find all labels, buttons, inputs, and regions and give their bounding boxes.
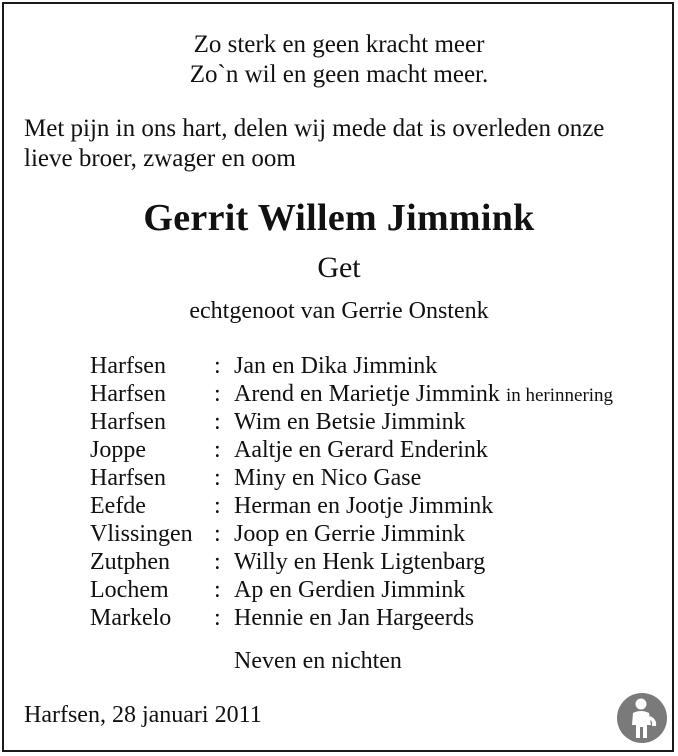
separator: : — [214, 521, 221, 547]
relative-row — [90, 464, 613, 492]
relative-names: Wim en Betsie Jimmink — [234, 409, 466, 435]
spouse-line: echtgenoot van Gerrie Onstenk — [189, 298, 489, 324]
relative-place: Harfsen — [90, 353, 166, 379]
separator: : — [214, 605, 221, 631]
relative-place: Harfsen — [90, 409, 166, 435]
poem-line-1: Zo sterk en geen kracht meer — [193, 31, 485, 58]
relative-names: Miny en Nico Gase — [234, 465, 422, 491]
relative-place: Zutphen — [90, 549, 170, 575]
intro-line-1: Met pijn in ons hart, delen wij mede dat is overleden onze — [24, 115, 605, 142]
separator: : — [214, 381, 221, 407]
mourning-figure-icon — [616, 692, 668, 744]
relative-row — [90, 492, 613, 520]
intro-line-2: lieve broer, zwager en oom — [24, 145, 296, 172]
relative-row — [90, 408, 613, 436]
relative-names: Herman en Jootje Jimmink — [234, 493, 494, 519]
relative-row — [90, 352, 613, 380]
relative-place: Harfsen — [90, 381, 166, 407]
relative-row — [90, 380, 613, 408]
relative-names: Jan en Dika Jimmink — [234, 353, 438, 379]
relatives-list — [90, 352, 613, 632]
place-date: Harfsen, 28 januari 2011 — [24, 702, 262, 728]
relative-names: Hennie en Jan Hargeerds — [234, 605, 475, 631]
cousins-line: Neven en nichten — [234, 648, 402, 674]
separator: : — [214, 353, 221, 379]
separator: : — [214, 493, 221, 519]
relative-names: Arend en Marietje Jimmink — [234, 381, 500, 407]
relative-row — [90, 520, 613, 548]
relative-place: Markelo — [90, 605, 172, 631]
relative-place: Joppe — [90, 437, 146, 463]
relative-row — [90, 604, 613, 632]
separator: : — [214, 465, 221, 491]
relative-row — [90, 576, 613, 604]
separator: : — [214, 577, 221, 603]
intro-text — [24, 114, 664, 174]
relative-names: Ap en Gerdien Jimmink — [234, 577, 466, 603]
poem — [0, 30, 678, 90]
relative-place: Eefde — [90, 493, 146, 519]
separator: : — [214, 549, 221, 575]
relative-names: Joop en Gerrie Jimmink — [234, 521, 466, 547]
relative-place: Harfsen — [90, 465, 166, 491]
deceased-name: Gerrit Willem Jimmink — [143, 197, 535, 239]
deceased-nickname: Get — [317, 251, 361, 284]
poem-line-2: Zo`n wil en geen macht meer. — [189, 61, 489, 88]
relative-note: in herinnering — [505, 385, 614, 406]
separator: : — [214, 437, 221, 463]
relative-place: Vlissingen — [90, 521, 193, 547]
relative-place: Lochem — [90, 577, 169, 603]
relative-names: Aaltje en Gerard Enderink — [234, 437, 488, 463]
separator: : — [214, 409, 221, 435]
relative-row — [90, 548, 613, 576]
relative-row — [90, 436, 613, 464]
relative-names: Willy en Henk Ligtenbarg — [234, 549, 486, 575]
